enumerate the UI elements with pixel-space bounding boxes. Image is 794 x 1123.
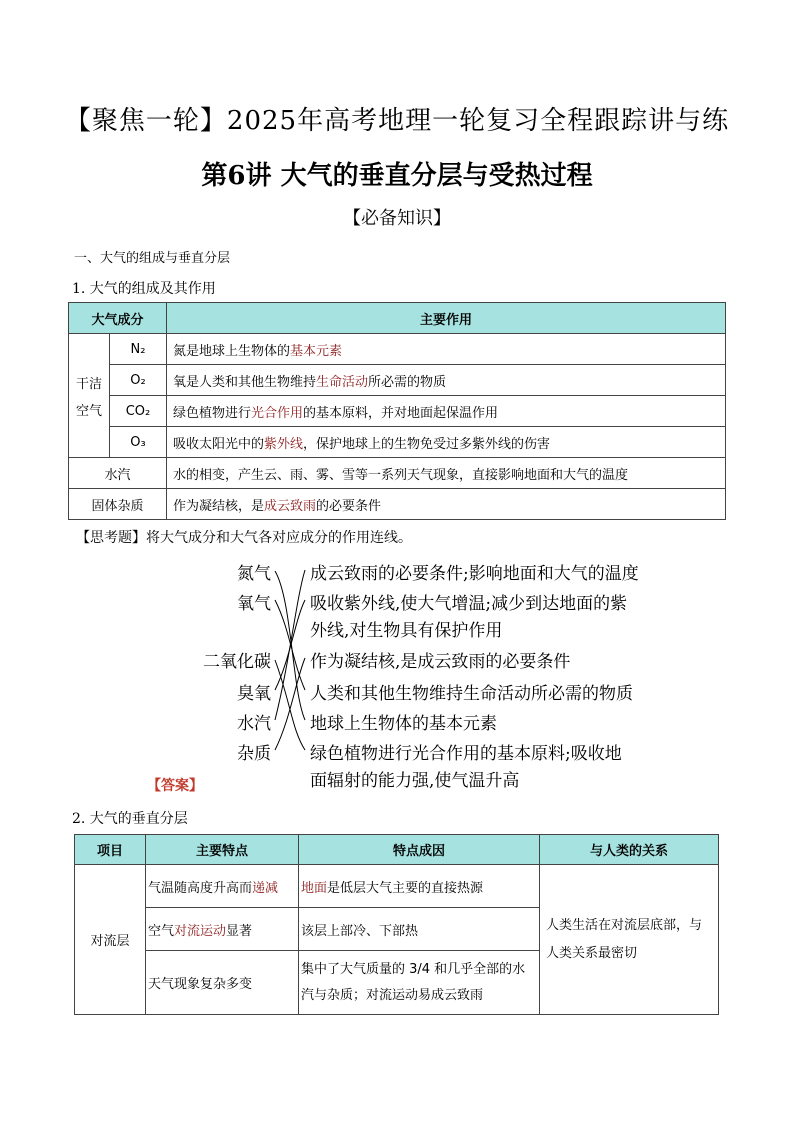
text: ，保护地球上的生物免受过多紫外线的伤害 [303,436,551,452]
highlight: 生命活动 [316,374,369,390]
highlight: 对流运动 [174,923,227,939]
match-line [275,570,305,720]
text: 的基本原料，并对地面起保温作用 [303,405,499,421]
right-item: 地球上生物体的基本元素 [310,714,497,734]
right-item: 作为凝结核,是成云致雨的必要条件 [310,652,571,672]
left-item: 二氧化碳 [203,652,271,672]
left-item: 氮气 [237,564,271,584]
highlight: 地面 [301,880,328,896]
component-cell: N₂ [110,334,167,365]
component-cell: 水汽 [69,458,167,489]
cause-cell: 集中了大气质量的 3/4 和几乎全部的水汽与杂质；对流运动易成云致雨 [299,951,540,1015]
highlight: 紫外线 [264,436,304,452]
right-item: 吸收紫外线,使大气增温;减少到达地面的紫 [310,594,628,614]
group-label: 干洁 [75,376,102,392]
highlight: 递减 [252,880,279,896]
component-cell: O₃ [110,427,167,458]
part1-subheading: 1. 大气的组成及其作用 [72,281,216,297]
text: 的必要条件 [316,498,382,514]
section-title: 【必备知识】 [343,208,451,229]
text: 氧是人类和其他生物维持 [173,374,317,390]
feature-cell [146,908,299,951]
text: 所必需的物质 [368,374,447,390]
table-header: 与人类的关系 [540,835,719,865]
group-label: 空气 [75,403,102,419]
left-item: 杂质 [237,744,271,764]
highlight: 光合作用 [251,405,304,421]
text: 吸收太阳光中的 [173,436,265,452]
component-cell: O₂ [110,365,167,396]
relation-cell: 人类生活在对流层底部，与人类关系最密切 [540,865,719,1015]
text: 水的相变，产生云、雨、雾、雪等一系列天气现象，直接影响地面和大气的温度 [173,467,629,483]
component-cell: 固体杂质 [69,489,167,520]
text: 气温随高度升高而 [148,880,253,896]
text: 绿色植物进行 [173,405,252,421]
text: 是低层大气主要的直接热源 [327,880,484,896]
think-question: 【思考题】将大气成分和大气各对应成分的作用连线。 [76,530,412,546]
feature-cell [146,865,299,908]
highlight: 基本元素 [290,343,343,359]
right-item: 成云致雨的必要条件;影响地面和大气的温度 [310,564,639,584]
text: 显著 [226,923,253,939]
right-item: 绿色植物进行光合作用的基本原料;吸收地 [310,744,622,764]
left-item: 氧气 [237,594,271,614]
answer-label: 【答案】 [147,778,203,794]
right-item-cont: 外线,对生物具有保护作用 [310,621,503,641]
feature-cell: 天气现象复杂多变 [146,951,299,1015]
table-header: 大气成分 [69,303,167,334]
table-header: 主要作用 [167,303,726,334]
cause-cell [299,865,540,908]
right-item: 人类和其他生物维持生命活动所必需的物质 [310,684,633,704]
right-item-cont: 面辐射的能力强,使气温升高 [310,771,520,791]
left-item: 水汽 [237,714,271,734]
component-cell: CO₂ [110,396,167,427]
document-title: 【聚焦一轮】2025年高考地理一轮复习全程跟踪讲与练 [64,106,730,136]
cause-cell: 该层上部冷、下部热 [299,908,540,951]
part1-heading: 一、大气的组成与垂直分层 [74,251,231,266]
text: 氮是地球上生物体的 [173,343,291,359]
part2-subheading: 2. 大气的垂直分层 [72,811,188,827]
left-item: 臭氧 [237,684,271,704]
layer-name-cell: 对流层 [75,865,146,1015]
layer-table [74,834,719,1015]
table-header: 特点成因 [299,835,540,865]
table-header: 项目 [75,835,146,865]
highlight: 成云致雨 [264,498,317,514]
text: 空气 [148,923,175,939]
text: 作为凝结核，是 [173,498,265,514]
lesson-title: 第6讲 大气的垂直分层与受热过程 [201,161,593,191]
table-header: 主要特点 [146,835,299,865]
